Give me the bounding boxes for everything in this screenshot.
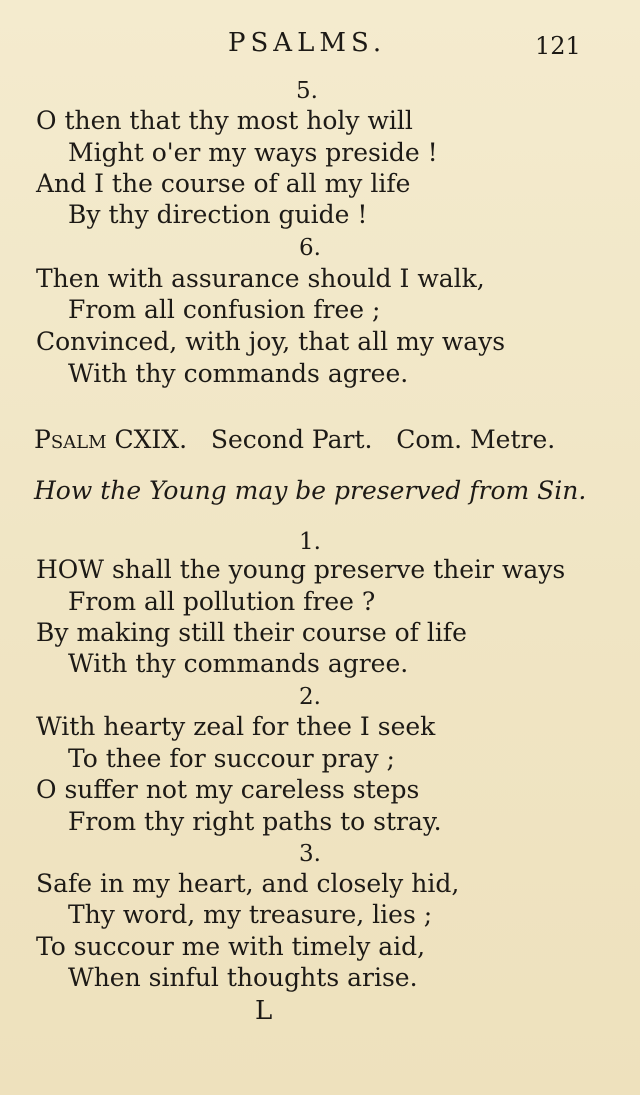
verse-number: 2. xyxy=(299,684,321,710)
verse-line: To succour me with timely aid, xyxy=(36,932,426,961)
verse-line: Then with assurance should I walk, xyxy=(36,264,485,293)
running-title: PSALMS. xyxy=(228,28,387,58)
verse-line: To thee for succour pray ; xyxy=(68,744,395,773)
verse-line: With hearty zeal for thee I seek xyxy=(36,712,436,741)
page-header xyxy=(0,28,640,68)
verse-line: Safe in my heart, and closely hid, xyxy=(36,869,460,898)
verse-line: From all pollution free ? xyxy=(68,587,376,616)
psalm-heading-details: CXIX. Second Part. Com. Metre. xyxy=(114,425,556,454)
verse-number: 1. xyxy=(299,529,321,555)
verse-line: When sinful thoughts arise. xyxy=(68,963,418,992)
verse-number: 3. xyxy=(299,841,321,867)
verse-line: With thy commands agree. xyxy=(68,649,409,678)
verse-number: 6. xyxy=(299,235,321,261)
verse-line: By making still their course of life xyxy=(36,618,467,647)
psalm-subtitle: How the Young may be preserved from Sin. xyxy=(34,476,587,505)
signature-mark: L xyxy=(255,996,273,1026)
verse-line: From thy right paths to stray. xyxy=(68,807,442,836)
verse-line: By thy direction guide ! xyxy=(68,200,368,229)
verse-line: With thy commands agree. xyxy=(68,359,409,388)
verse-line: O then that thy most holy will xyxy=(36,106,413,135)
verse-line: O suffer not my careless steps xyxy=(36,775,420,804)
verse-number: 5. xyxy=(296,78,318,104)
psalm-heading xyxy=(34,425,555,454)
verse-line: Convinced, with joy, that all my ways xyxy=(36,327,506,356)
verse-line: And I the course of all my life xyxy=(36,169,411,198)
page-number: 121 xyxy=(535,32,581,60)
verse-line: Might o'er my ways preside ! xyxy=(68,138,438,167)
verse-line: From all confusion free ; xyxy=(68,295,381,324)
psalm-label: Psalm xyxy=(34,425,107,454)
verse-line: HOW shall the young preserve their ways xyxy=(36,555,566,584)
verse-line: Thy word, my treasure, lies ; xyxy=(68,900,433,929)
